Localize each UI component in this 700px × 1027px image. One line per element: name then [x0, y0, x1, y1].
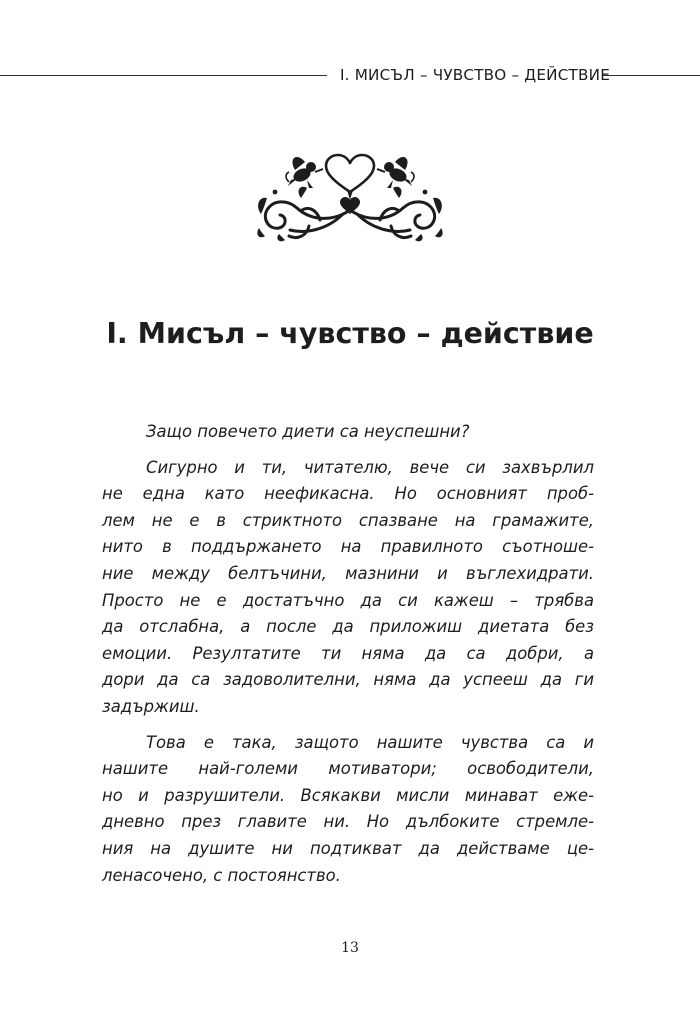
- text-line: ния на душите ни подтикват да действаме це-: [102, 838, 594, 858]
- text-line: нашите най-големи мотиватори; освободители,: [102, 759, 594, 779]
- text-line: дневно през главите ни. Но дълбоките стремле-: [102, 812, 594, 832]
- header-rule-left: [0, 75, 327, 76]
- text-line: Това е така, защото нашите чувства са и: [146, 732, 594, 752]
- text-line: нито в поддържането на правилното съотноше-: [102, 537, 594, 557]
- text-line: ние между белтъчини, мазнини и въглехидрати.: [102, 563, 594, 583]
- running-head-text: I. МИСЪЛ – ЧУВСТВО – ДЕЙСТВИЕ: [340, 66, 610, 84]
- text-line: ленасочено, с постоянство.: [102, 865, 341, 885]
- text-line: задържиш.: [102, 696, 200, 716]
- text-line: но и разрушители. Всякакви мисли минават еже-: [102, 785, 594, 805]
- running-head: [0, 64, 700, 86]
- chapter-title: I. Мисъл – чувство – действие: [106, 317, 594, 350]
- text-line: да отслабна, а после да приложиш диетата без: [102, 617, 594, 637]
- text-line: емоции. Резултатите ти няма да са добри, а: [102, 643, 594, 663]
- page-number: 13: [341, 940, 359, 956]
- text-line: лем не е в стриктното спазване на грамажите,: [102, 510, 594, 530]
- text-line: не една като неефикасна. Но основният проб-: [102, 484, 594, 504]
- text-line: Защо повечето диети са неуспешни?: [146, 422, 470, 441]
- cupids-heart-flourish-icon: [255, 148, 445, 244]
- header-rule-right: [603, 75, 700, 76]
- text-line: дори да са задоволителни, няма да успееш да ги: [102, 670, 594, 690]
- body-text: [102, 419, 594, 889]
- text-line: Просто не е достатъчно да си кажеш – трябва: [102, 590, 594, 610]
- text-line: Сигурно и ти, читателю, вече си захвърлил: [146, 457, 594, 477]
